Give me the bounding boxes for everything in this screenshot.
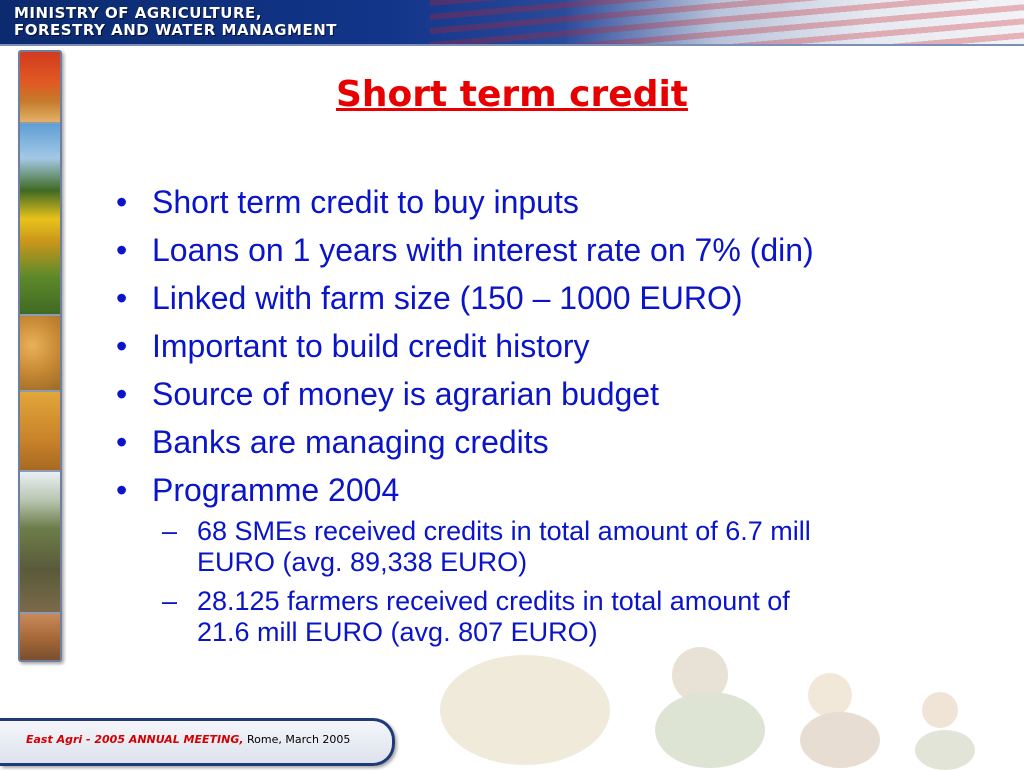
bullet-marker: • (116, 424, 128, 460)
watermark-figure (800, 712, 880, 768)
watermark-ball (440, 655, 610, 765)
bullet-text: Source of money is agrarian budget (152, 376, 659, 412)
bullet-marker: • (116, 280, 128, 316)
cartoon-watermark (430, 620, 1010, 770)
watermark-figure (808, 673, 852, 717)
bullet-item (108, 370, 998, 418)
ministry-name (14, 5, 337, 39)
sub-bullet-item (108, 516, 998, 578)
bullet-text: Loans on 1 years with interest rate on 7% (din) (152, 232, 814, 268)
bullet-item (108, 178, 998, 226)
watermark-figure (655, 692, 765, 768)
photo-corn (20, 392, 60, 470)
sub-bullet-line: 21.6 mill EURO (avg. 807 EURO) (197, 617, 598, 647)
photo-strip (18, 50, 62, 662)
bullet-item (108, 322, 998, 370)
slide-title: Short term credit (335, 74, 689, 115)
photo-harvest (20, 614, 60, 660)
bullet-marker: • (116, 184, 128, 220)
photo-grain (20, 316, 60, 390)
flag-stripes-decoration (430, 0, 1024, 46)
bullet-text: Linked with farm size (150 – 1000 EURO) (152, 280, 743, 316)
sub-bullet-line: 68 SMEs received credits in total amount of 6.7 mill (197, 516, 811, 546)
photo-field (20, 472, 60, 612)
ministry-line-1: MINISTRY OF AGRICULTURE, (14, 4, 262, 22)
sub-bullet-marker: – (162, 516, 178, 546)
bullet-text: Banks are managing credits (152, 424, 549, 460)
bullet-item (108, 418, 998, 466)
bullet-text: Short term credit to buy inputs (152, 184, 579, 220)
bullet-marker: • (116, 376, 128, 412)
bullet-marker: • (116, 232, 128, 268)
bullet-item (108, 226, 998, 274)
bullet-list (108, 178, 998, 656)
footer-location: Rome, March 2005 (243, 733, 351, 746)
photo-sunflower (20, 124, 60, 314)
footer-pill (0, 718, 395, 766)
bullet-item (108, 274, 998, 322)
ministry-line-2: FORESTRY AND WATER MANAGMENT (14, 21, 338, 39)
footer-event: East Agri - 2005 ANNUAL MEETING, (26, 733, 244, 746)
sub-bullet-line: EURO (avg. 89,338 EURO) (197, 547, 528, 577)
bullet-text: Important to build credit history (152, 328, 590, 364)
watermark-figure (915, 730, 975, 770)
watermark-figure (922, 692, 958, 728)
header-banner (0, 0, 1024, 46)
bullet-text: Programme 2004 (152, 472, 400, 508)
bullet-marker: • (116, 472, 128, 508)
bullet-marker: • (116, 328, 128, 364)
footer-text (26, 733, 350, 746)
sub-bullet-line: 28.125 farmers received credits in total amount of (197, 586, 790, 616)
sub-bullet-marker: – (162, 586, 178, 616)
header-divider (0, 44, 1024, 46)
bullet-item (108, 466, 998, 514)
